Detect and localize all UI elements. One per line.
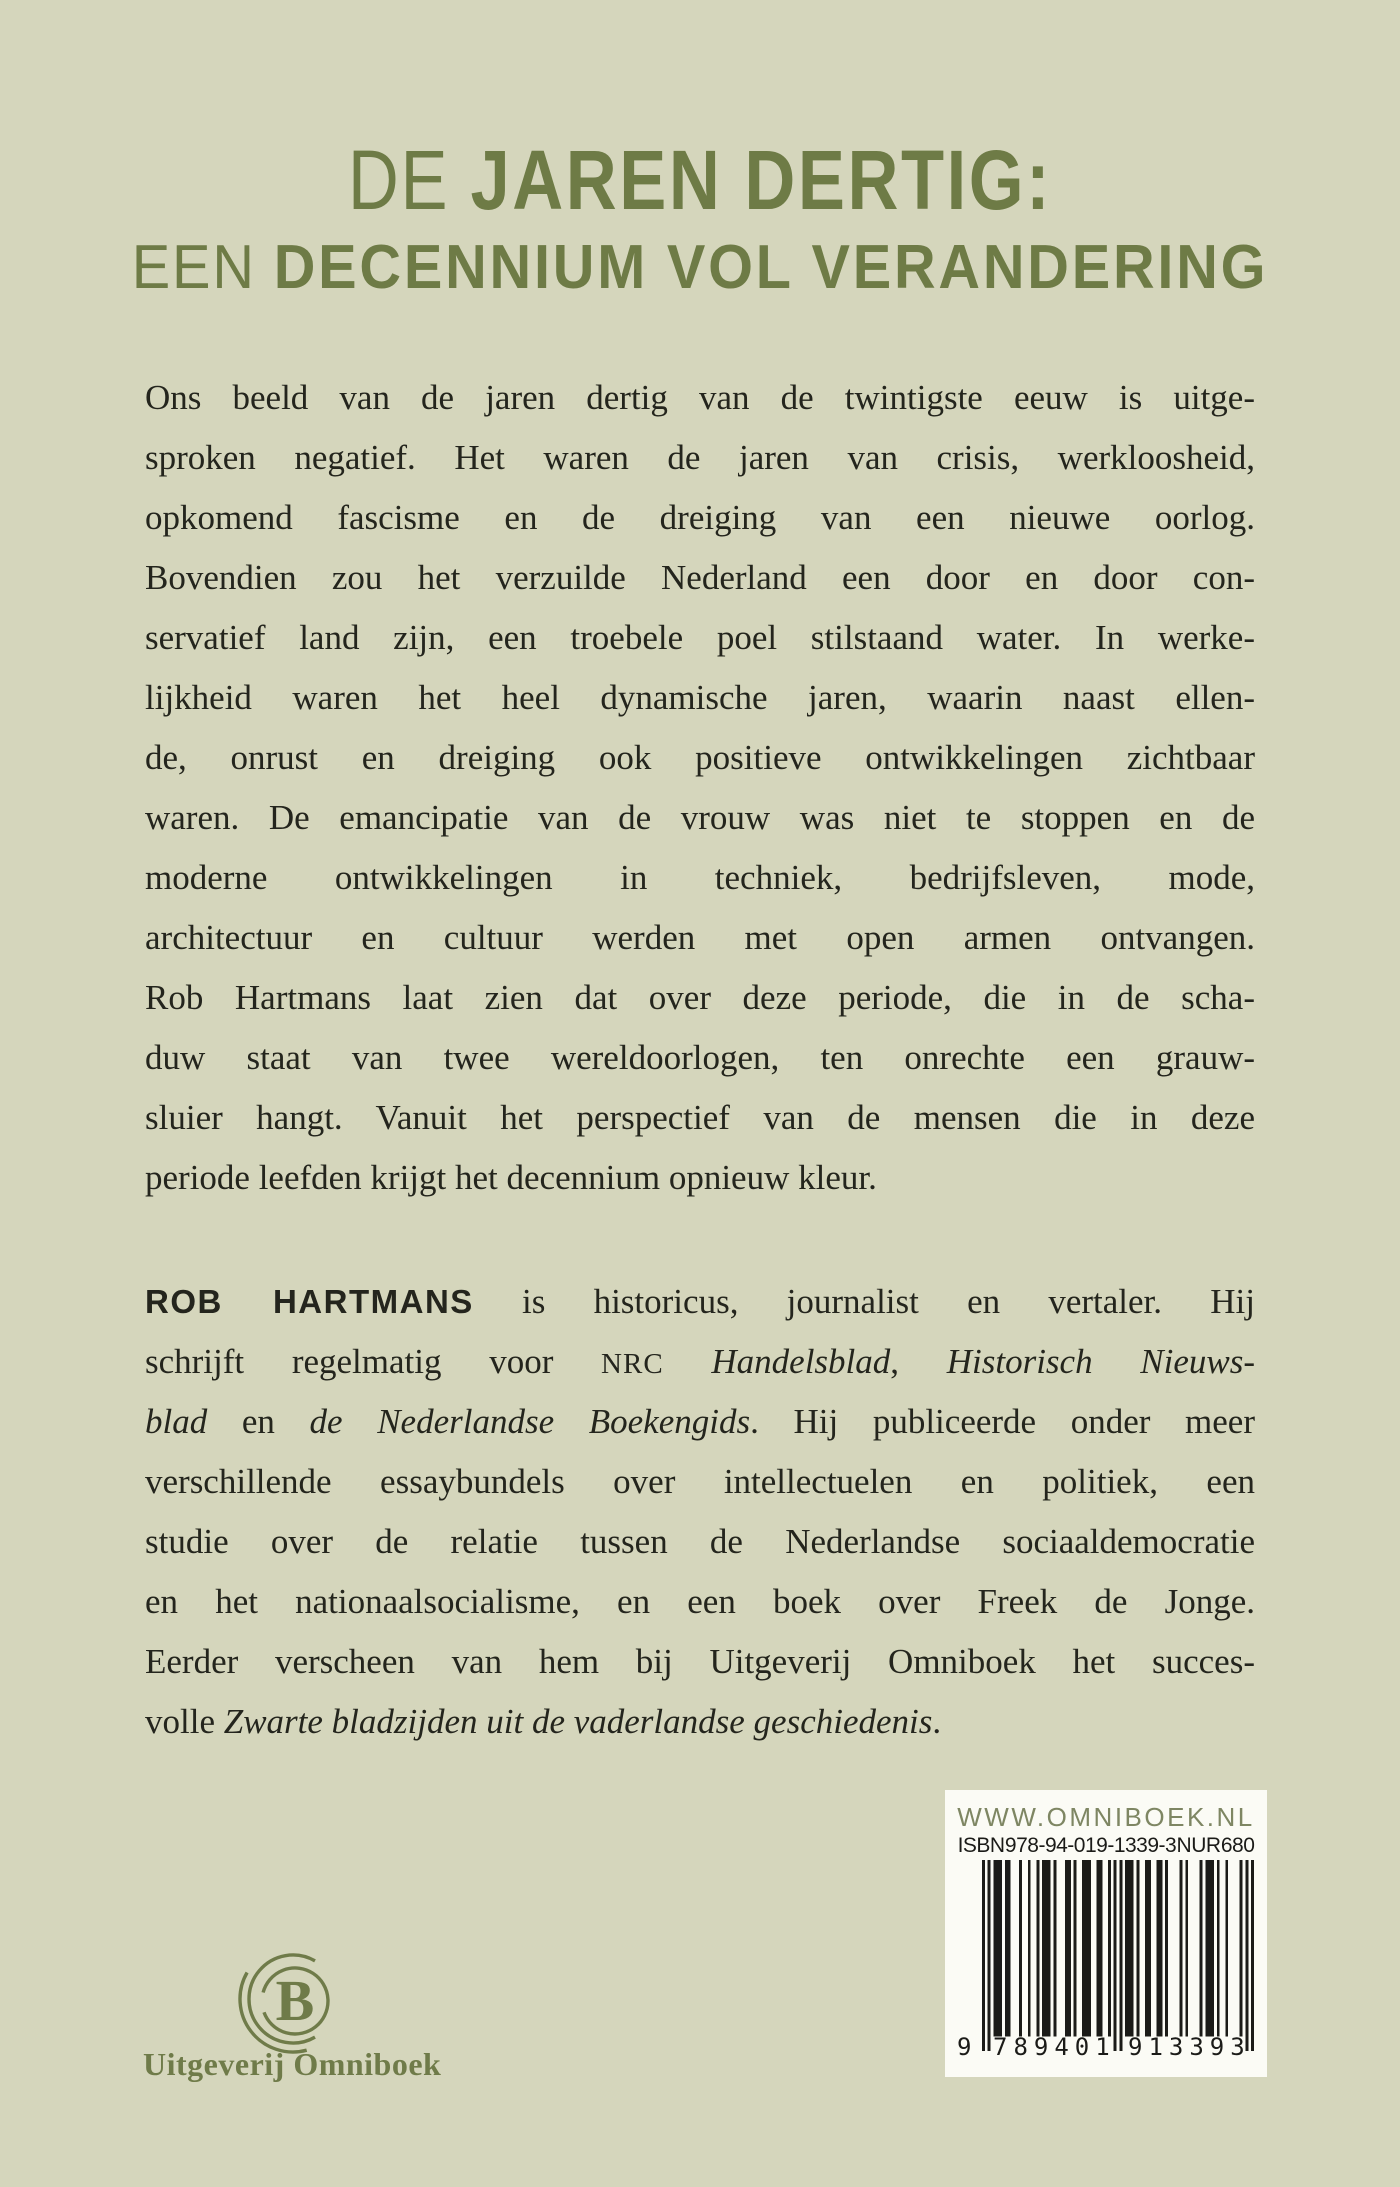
text-line: Bovendien zou het verzuilde Nederland een door en door con- <box>145 558 1255 597</box>
ean-barcode-icon <box>982 1860 1254 2051</box>
text-line: duw staat van twee wereldoorlogen, ten onrechte een grauw- <box>145 1038 1255 1077</box>
text-line: schrijft regelmatig voor NRC Handelsblad, Historisch Nieuws- <box>145 1342 1256 1381</box>
text-line: studie over de relatie tussen de Nederlandse sociaaldemocratie <box>145 1522 1255 1561</box>
text-line: DE JAREN DERTIG: <box>347 133 1053 227</box>
omniboek-b-logo-icon <box>228 1938 358 2056</box>
text-line: Ons beeld van de jaren dertig van de twintigste eeuw is uitge- <box>145 378 1255 417</box>
text-line: Rob Hartmans laat zien dat over deze periode, die in de scha- <box>145 978 1255 1017</box>
text-line: architectuur en cultuur werden met open armen ontvangen. <box>145 918 1255 957</box>
text-line: de, onrust en dreiging ook positieve ontwikkelingen zichtbaar <box>145 738 1255 777</box>
publisher-name: Uitgeverij Omniboek <box>143 2046 442 2082</box>
text-line: opkomend fascisme en de dreiging van een nieuwe oorlog. <box>145 498 1255 537</box>
book-title-line-1 <box>0 134 1400 226</box>
isbn-text: ISBN 978-94-019-1339-3 NUR 680 <box>957 1834 1255 1857</box>
author-bio-paragraph <box>145 1272 1255 1752</box>
book-title-line-2 <box>0 232 1400 304</box>
text-line: EEN DECENNIUM VOL VERANDERING <box>131 233 1269 302</box>
text-line: Eerder verscheen van hem bij Uitgeverij Omniboek het succes- <box>145 1642 1255 1681</box>
synopsis-paragraph <box>145 368 1255 1208</box>
text-line: moderne ontwikkelingen in techniek, bedrijfsleven, mode, <box>145 858 1255 897</box>
barcode-panel <box>945 1790 1267 2077</box>
text-line: volle Zwarte bladzijden uit de vaderlandse geschiedenis. <box>145 1702 942 1741</box>
text-line: ROB HARTMANS is historicus, journalist en vertaler. Hij <box>145 1282 1255 1321</box>
barcode-digits-left: 789401 <box>993 2033 1116 2061</box>
barcode-digit-prefix: 9 <box>957 2033 972 2061</box>
text-line: blad en de Nederlandse Boekengids. Hij publiceerde onder meer <box>145 1402 1255 1441</box>
logo-letter: B <box>275 1968 315 2033</box>
text-line: waren. De emancipatie van de vrouw was niet te stoppen en de <box>145 798 1255 837</box>
text-line: lijkheid waren het heel dynamische jaren, waarin naast ellen- <box>145 678 1255 717</box>
text-line: servatief land zijn, een troebele poel stilstaand water. In werke- <box>145 618 1255 657</box>
publisher-website: WWW.OMNIBOEK.NL <box>957 1802 1255 1832</box>
text-line: periode leefden krijgt het decennium opnieuw kleur. <box>145 1158 877 1197</box>
text-line: en het nationaalsocialisme, en een boek over Freek de Jonge. <box>145 1582 1255 1621</box>
text-line: sluier hangt. Vanuit het perspectief van de mensen die in deze <box>145 1098 1255 1137</box>
text-line: sproken negatief. Het waren de jaren van crisis, werkloosheid, <box>145 438 1255 477</box>
barcode-digits-right: 913393 <box>1128 2033 1251 2061</box>
text-line: verschillende essaybundels over intellectuelen en politiek, een <box>145 1462 1255 1501</box>
